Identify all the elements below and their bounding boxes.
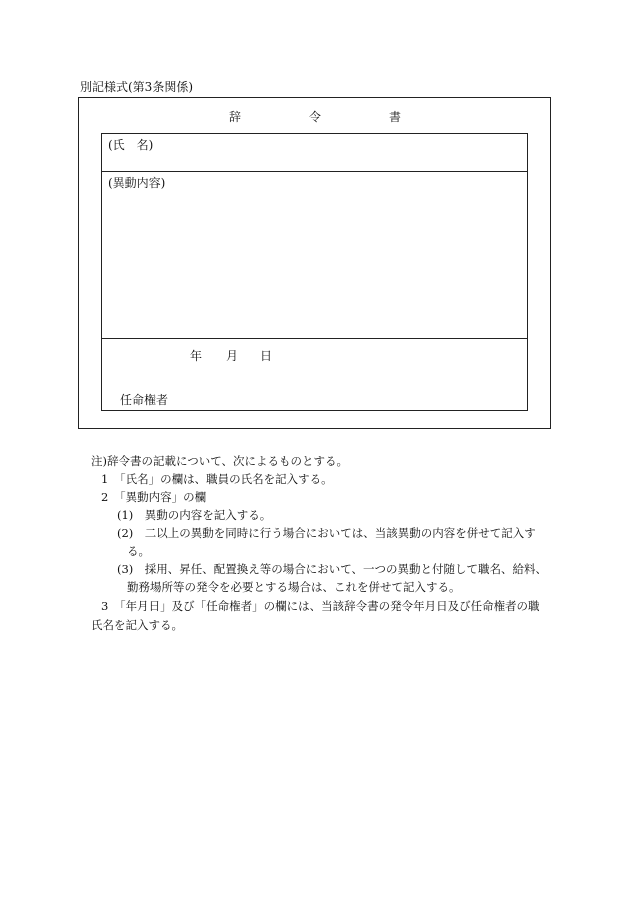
date-day-label: 日 [260,349,273,363]
note-item-2-2-cont: る。 [127,544,150,558]
date-month-label: 月 [226,349,239,363]
note-item-2-3-cont: 勤務場所等の発令を必要とする場合は、これを併せて記入する。 [127,580,461,594]
name-label: (氏 名) [108,138,154,152]
form-title: 辞 令 書 [228,110,429,124]
note-item-3: 3 「年月日」及び「任命権者」の欄には、当該辞令書の発令年月日及び任命権者の職 [101,599,540,613]
appointing-authority-label: 任命権者 [120,393,169,407]
note-item-2: 2 「異動内容」の欄 [101,490,207,504]
name-row [101,133,528,172]
note-item-2-3: (3) 採用、昇任、配置換え等の場合において、一つの異動と付随して職名、給料、 [117,562,548,576]
note-item-3-cont: 氏名を記入する。 [91,618,183,632]
change-row [101,172,528,339]
date-year-label: 年 [190,349,203,363]
notes-intro: 注)辞令書の記載について、次によるものとする。 [91,454,349,468]
change-content-label: (異動内容) [108,176,166,190]
form-caption: 別記様式(第3条関係) [80,80,193,94]
note-item-1: 1 「氏名」の欄は、職員の氏名を記入する。 [101,472,333,486]
note-item-2-2: (2) 二以上の異動を同時に行う場合においては、当該異動の内容を併せて記入す [117,526,536,540]
note-item-2-1: (1) 異動の内容を記入する。 [117,508,272,522]
